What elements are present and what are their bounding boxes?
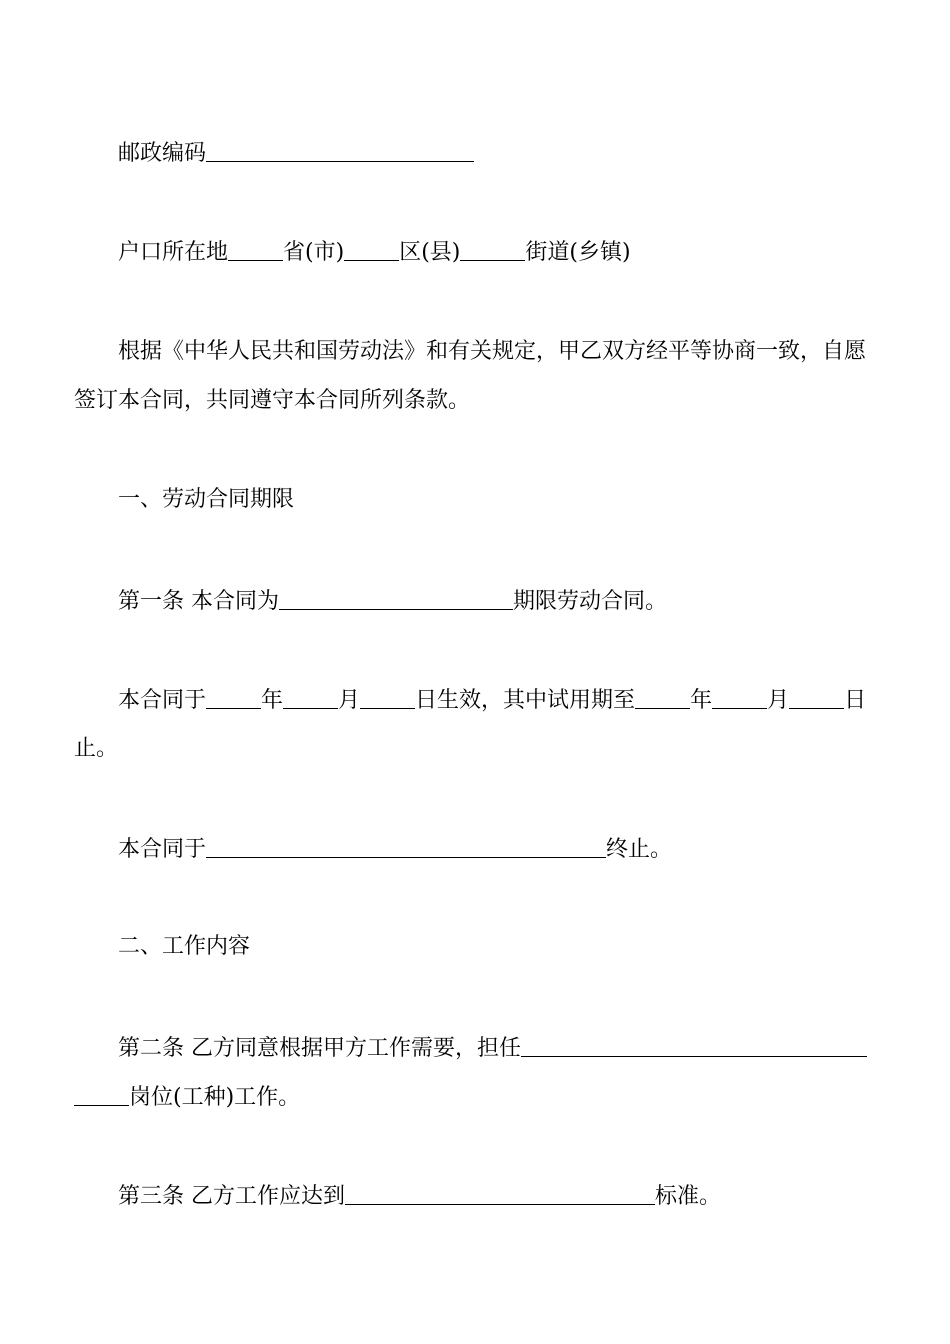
effective-day-label: 日生效，其中试用期至: [415, 688, 636, 713]
effective-month-label: 月: [338, 688, 361, 713]
street-label: 街道(乡镇): [525, 240, 631, 265]
effective-line-2: [74, 734, 118, 764]
probation-year-label: 年: [690, 688, 713, 713]
province-label: 省(市): [283, 240, 345, 265]
article-1-prefix: 第一条 本合同为: [118, 589, 279, 614]
effective-end-text: 止。: [74, 736, 119, 761]
position-blank-1: [521, 1034, 867, 1057]
section-2-title-text: 二、工作内容: [118, 934, 251, 959]
effective-line-1: [118, 684, 866, 716]
hukou-label: 户口所在地: [118, 240, 229, 265]
article-2-line-2: [74, 1081, 300, 1113]
preamble-line-1: [118, 337, 866, 367]
postal-code-line: [118, 137, 474, 169]
article-2-prefix: 第二条 乙方同意根据甲方工作需要，担任: [118, 1036, 521, 1061]
probation-day-label: 日: [844, 688, 867, 713]
position-blank-2: [74, 1083, 129, 1106]
article-3-prefix: 第三条 乙方工作应达到: [118, 1184, 345, 1209]
probation-day-blank: [789, 686, 844, 709]
effective-year-blank: [206, 686, 261, 709]
postal-code-label: 邮政编码: [118, 141, 207, 166]
termination-prefix: 本合同于: [118, 837, 207, 862]
probation-year-blank: [635, 686, 690, 709]
article-3-line: [118, 1180, 721, 1212]
termination-blank: [206, 835, 606, 858]
termination-line: [118, 833, 672, 865]
termination-suffix: 终止。: [606, 837, 673, 862]
preamble-text-1: 根据《中华人民共和国劳动法》和有关规定，甲乙双方经平等协商一致，自愿: [118, 339, 867, 364]
work-standard-blank: [345, 1182, 655, 1205]
province-blank: [228, 238, 283, 261]
district-blank: [344, 238, 399, 261]
effective-prefix: 本合同于: [118, 688, 207, 713]
street-blank: [460, 238, 525, 261]
effective-year-label: 年: [261, 688, 284, 713]
section-1-title: [118, 485, 294, 515]
preamble-line-2: [74, 386, 470, 416]
article-2-line-1: [118, 1032, 867, 1064]
section-2-title: [118, 932, 250, 962]
contract-term-blank: [279, 587, 513, 610]
district-label: 区(县): [399, 240, 461, 265]
effective-month-blank: [283, 686, 338, 709]
preamble-text-2: 签订本合同，共同遵守本合同所列条款。: [74, 388, 471, 413]
hukou-line: [118, 236, 631, 268]
article-3-suffix: 标准。: [655, 1184, 722, 1209]
article-1-suffix: 期限劳动合同。: [513, 589, 668, 614]
probation-month-label: 月: [767, 688, 790, 713]
section-1-title-text: 一、劳动合同期限: [118, 487, 295, 512]
probation-month-blank: [712, 686, 767, 709]
article-2-suffix: 岗位(工种)工作。: [129, 1085, 301, 1110]
article-1-line: [118, 585, 667, 617]
postal-code-blank: [206, 139, 474, 162]
effective-day-blank: [360, 686, 415, 709]
